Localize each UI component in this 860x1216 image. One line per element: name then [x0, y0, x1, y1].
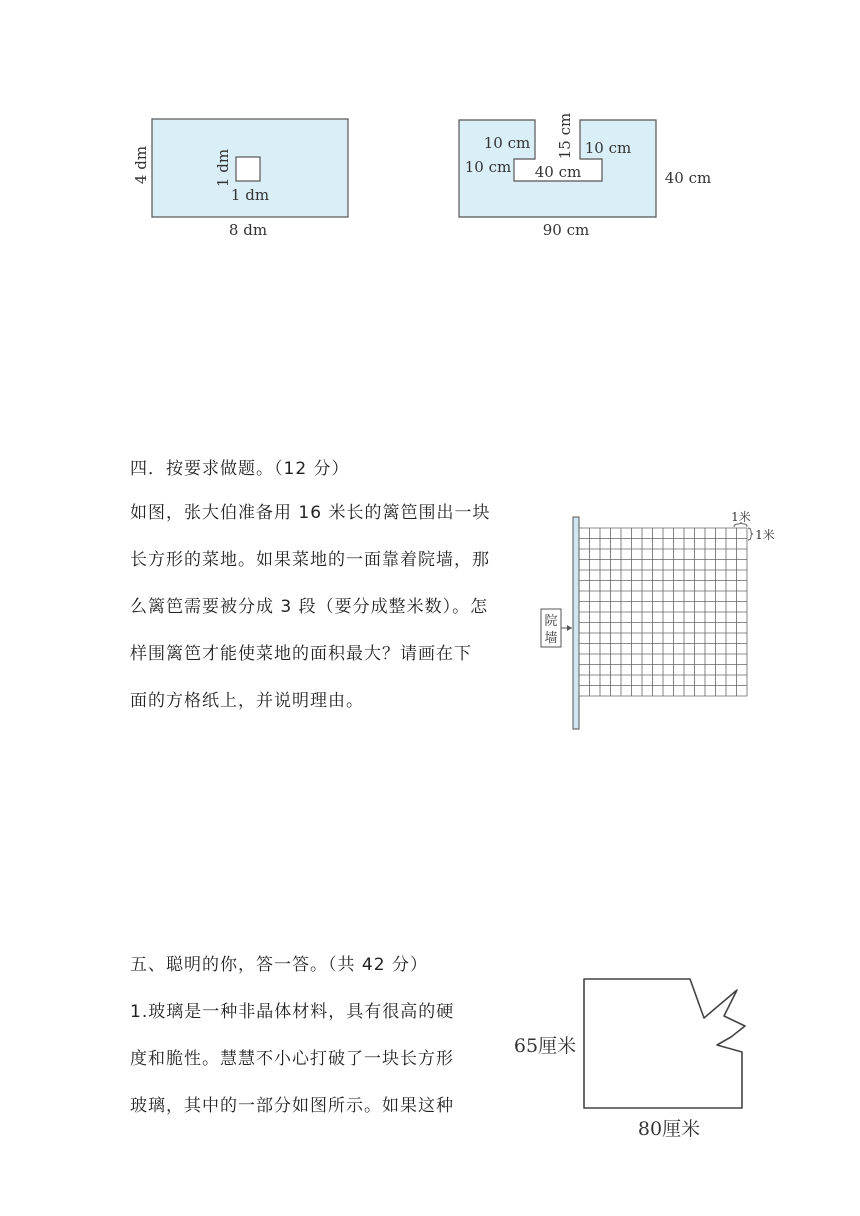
figure-rectangle-with-hole [120, 100, 380, 250]
section4-heading: 四．按要求做题。（12 分） [130, 459, 350, 479]
bottom-dimension-label: 8 dm [228, 221, 268, 239]
unit-label-right: 1米 [755, 528, 775, 542]
label-top-right: 10 cm [584, 139, 632, 157]
hole-side-label: 1 dm [214, 148, 232, 188]
left-dimension-label: 4 dm [132, 145, 150, 185]
section5-text-line: 玻璃，其中的一部分如图所示。如果这种 [130, 1096, 454, 1116]
label-notch-height: 15 cm [556, 112, 574, 160]
grid-lines [579, 528, 747, 696]
glass-piece-outline [584, 979, 745, 1108]
section4-text-line: 么篱笆需要被分成 3 段（要分成整米数）。怎 [130, 597, 489, 617]
glass-width-label: 80厘米 [637, 1118, 701, 1140]
section4-text-line: 长方形的菜地。如果菜地的一面靠着院墙，那 [130, 550, 490, 570]
section4-text-line: 如图，张大伯准备用 16 米长的篱笆围出一块 [130, 503, 491, 523]
section5-heading: 五、聪明的你，答一答。（共 42 分） [130, 955, 428, 975]
label-bottom: 90 cm [542, 221, 590, 239]
label-left-step: 10 cm [464, 158, 512, 176]
wall-label-char-1: 院 [544, 614, 558, 629]
label-top-left: 10 cm [483, 134, 531, 152]
wall-pointer-arrowhead [567, 625, 572, 631]
figure-notched-shape [440, 100, 730, 250]
hole-bottom-label: 1 dm [230, 186, 270, 204]
wall-label-char-2: 墙 [544, 631, 558, 646]
label-right: 40 cm [664, 169, 712, 187]
unit-brace-right [748, 528, 753, 540]
grid-paper-figure [535, 505, 785, 740]
unit-label-top: 1米 [731, 510, 751, 524]
label-notch-width: 40 cm [534, 163, 582, 181]
yard-wall [573, 517, 579, 729]
section4-text-line: 面的方格纸上，并说明理由。 [130, 691, 364, 711]
broken-glass-figure [505, 965, 765, 1150]
section4-text-line: 样围篱笆才能使菜地的面积最大？请画在下 [130, 644, 472, 664]
glass-height-label: 65厘米 [513, 1035, 577, 1057]
section5-text-line: 度和脆性。慧慧不小心打破了一块长方形 [130, 1049, 454, 1069]
square-hole [236, 157, 260, 181]
section5-text-line: 1.玻璃是一种非晶体材料，具有很高的硬 [130, 1002, 455, 1022]
